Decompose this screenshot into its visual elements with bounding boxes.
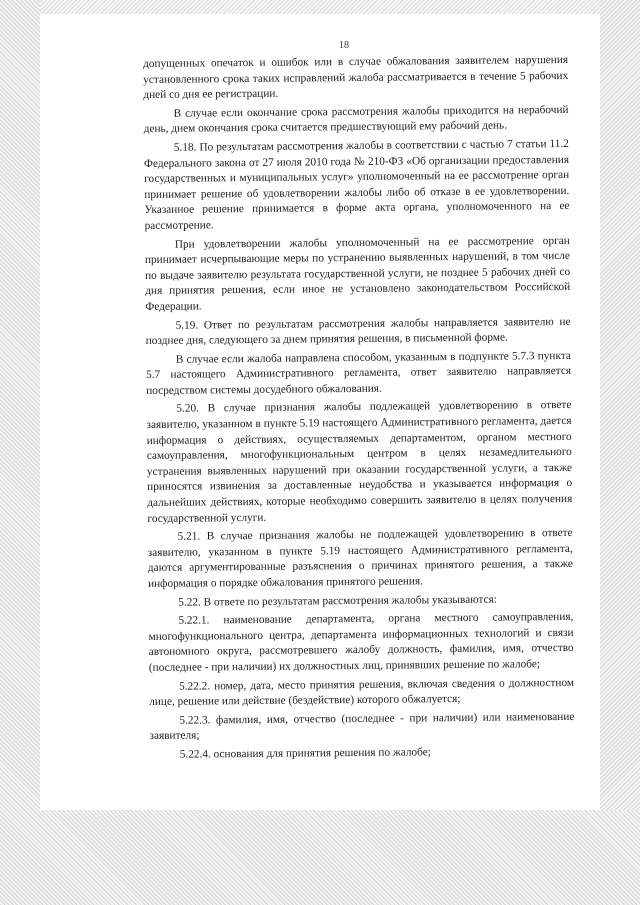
paragraph: 5.20. В случае признания жалобы подлежащей удовлетворению в ответе заявителю, указанном в пункте 5.19 настоящего Административного регламента, дается информация о действиях, осуществляемых департаментом, органом местного самоуправления, многофункциональным центром в целях незамедлительного устранения выявленных нарушений при оказании государственной услуги, а также приносятся извинения за доставленные неудобства и указывается информация о дальнейших действиях, которые необходимо совершить заявителю в целях получения государственной услуги.	[146, 399, 573, 525]
paragraph: 5.19. Ответ по результатам рассмотрения жалобы направляется заявителю не позднее дня, следующего за днем принятия решения, в письменной форме.	[145, 315, 571, 348]
paragraph: 5.21. В случае признания жалобы не подлежащей удовлетворению в ответе заявителю, указанном в пункте 5.19 настоящего Административного регламента, даются аргументированные разъяснения о причинах принятого решения, а также информация о порядке обжалования принятого решения.	[147, 527, 573, 590]
document-body	[143, 53, 575, 767]
paragraph: В случае если окончание срока рассмотрения жалобы приходится на нерабочий день, днем окончания срока считается предшествующий ему рабочий день.	[143, 103, 569, 136]
paragraph: 5.22.1. наименование департамента, органа местного самоуправления, многофункционального центра, департамента информационных технологий и связи автономного округа, рассмотревшего жалобу должность, фамилия, имя, отчество (последнее - при наличии) их должностных лиц, принявших решение по жалобе;	[148, 611, 574, 674]
paragraph: При удовлетворении жалобы уполномоченный на ее рассмотрение орган принимает исчерпывающие меры по устранению выявленных нарушений, в том числе по выдаче заявителю результата государственной услуги, не позднее 5 рабочих дней со дня принятия решения, если иное не установлено законодательством Российской Федерации.	[144, 234, 571, 313]
paragraph: 5.22.3. фамилия, имя, отчество (последнее - при наличии) или наименование заявителя;	[149, 710, 575, 743]
paragraph: 5.18. По результатам рассмотрения жалобы в соответствии с частью 7 статьи 11.2 Федерального закона от 27 июля 2010 года № 210-ФЗ «Об организации предоставления государственных и муниципальных услуг» уполномоченный на ее рассмотрение орган принимает решение об удовлетворении жалобы либо об отказе в ее удовлетворении. Указанное решение принимается в форме акта органа, уполномоченного на ее рассмотрение.	[143, 137, 570, 232]
page-number: 18	[339, 40, 349, 51]
scan-border-right	[600, 0, 640, 905]
paragraph: В случае если жалоба направлена способом, указанным в подпункте 5.7.3 пункта 5.7 настоящего Административного регламента, ответ заявителю направляется посредством системы досудебного обжалования.	[145, 349, 572, 397]
scan-border-bottom	[0, 810, 640, 905]
paragraph: 5.22.4. основания для принятия решения по жалобе;	[179, 746, 431, 761]
scan-border-left	[0, 0, 40, 905]
paragraph: допущенных опечаток и ошибок или в случае обжалования заявителем нарушения установленного срока таких исправлений жалоба рассматривается в течение 5 рабочих дней со дня ее регистрации.	[143, 53, 569, 102]
paragraph: 5.22. В ответе по результатам рассмотрения жалобы указываются:	[178, 593, 497, 609]
scan-border-top	[0, 0, 640, 14]
paragraph: 5.22.2. номер, дата, место принятия решения, включая сведения о должностном лице, решение или действие (бездействие) которого обжалуется;	[149, 676, 575, 709]
